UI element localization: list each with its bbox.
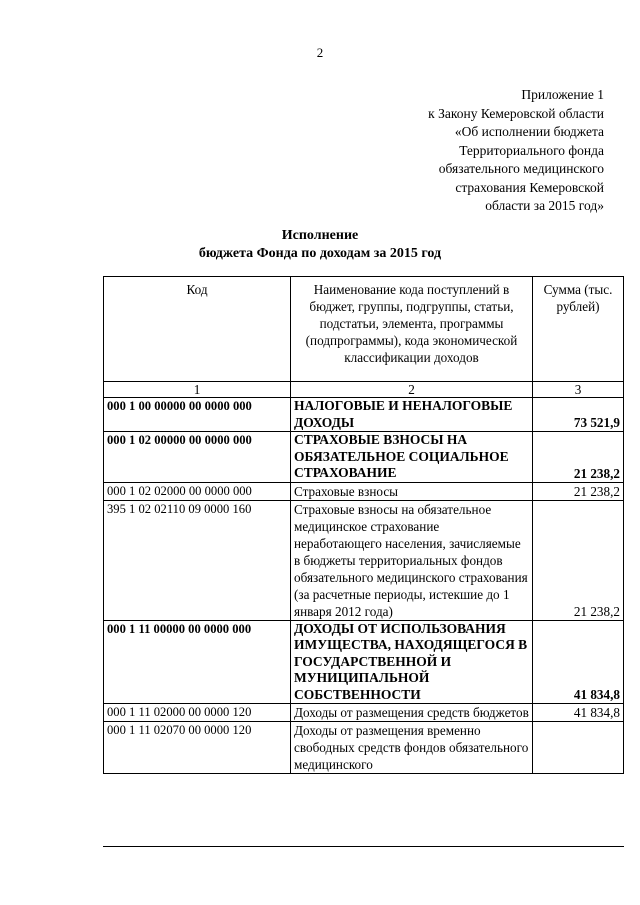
row-name: НАЛОГОВЫЕ И НЕНАЛОГОВЫЕ ДОХОДЫ [291, 398, 533, 432]
row-code: 000 1 00 00000 00 0000 000 [104, 398, 291, 432]
column-number: 2 [291, 382, 533, 398]
row-name: Доходы от размещения временно свободных средств фондов обязательного медицинского [291, 722, 533, 774]
appendix-line: страхования Кемеровской [455, 179, 604, 195]
appendix-line: к Закону Кемеровской области [428, 105, 604, 121]
table-row [104, 432, 624, 483]
table-header-row [104, 277, 624, 382]
appendix-line: Территориального фонда [459, 142, 604, 158]
row-code: 000 1 11 00000 00 0000 000 [104, 620, 291, 704]
document-title [0, 227, 640, 263]
appendix-line: области за 2015 год» [485, 198, 604, 213]
table-row [104, 620, 624, 704]
appendix-header [344, 86, 604, 216]
row-amount: 41 834,8 [533, 620, 624, 704]
header-name: Наименование кода поступлений в бюджет, группы, подгруппы, статьи, подстатьи, элемента, программы (подпрограммы), кода экономической классификации доходов [291, 277, 533, 382]
row-amount: 73 521,9 [533, 398, 624, 432]
row-amount: 21 238,2 [533, 482, 624, 500]
row-code: 000 1 02 00000 00 0000 000 [104, 432, 291, 483]
appendix-line: «Об исполнении бюджета [454, 124, 604, 139]
table-row [104, 398, 624, 432]
title-line-2: бюджета Фонда по доходам за 2015 год [198, 246, 442, 261]
row-code: 395 1 02 02110 09 0000 160 [104, 500, 291, 620]
table-row [104, 704, 624, 722]
row-amount [533, 722, 624, 774]
row-amount: 41 834,8 [533, 704, 624, 722]
page-bottom-rule [103, 846, 624, 847]
income-table [103, 276, 624, 774]
row-name: Доходы от размещения средств бюджетов [291, 704, 533, 722]
column-number: 3 [533, 382, 624, 398]
title-line-1: Исполнение [281, 228, 359, 243]
column-number: 1 [104, 382, 291, 398]
row-amount: 21 238,2 [533, 432, 624, 483]
table-row [104, 482, 624, 500]
row-amount: 21 238,2 [533, 500, 624, 620]
appendix-line: Приложение 1 [521, 87, 604, 102]
page-number: 2 [316, 45, 324, 60]
row-name: Страховые взносы [291, 482, 533, 500]
row-name: Страховые взносы на обязательное медицинское страхование неработающего населения, зачисляемые в бюджеты территориальных фондов обязательного медицинского страхования (за расчетные периоды, истекшие до 1 января 2012 года) [291, 500, 533, 620]
row-name: СТРАХОВЫЕ ВЗНОСЫ НА ОБЯЗАТЕЛЬНОЕ СОЦИАЛЬНОЕ СТРАХОВАНИЕ [291, 432, 533, 483]
appendix-line: обязательного медицинского [438, 161, 604, 176]
header-sum: Сумма (тыс. рублей) [533, 277, 624, 382]
row-code: 000 1 11 02000 00 0000 120 [104, 704, 291, 722]
row-code: 000 1 11 02070 00 0000 120 [104, 722, 291, 774]
header-code: Код [104, 277, 291, 382]
table-row [104, 500, 624, 620]
column-numbers-row [104, 382, 624, 398]
row-code: 000 1 02 02000 00 0000 000 [104, 482, 291, 500]
table-row [104, 722, 624, 774]
row-name: ДОХОДЫ ОТ ИСПОЛЬЗОВАНИЯ ИМУЩЕСТВА, НАХОДЯЩЕГОСЯ В ГОСУДАРСТВЕННОЙ И МУНИЦИПАЛЬНОЙ СОБСТВЕННОСТИ [291, 620, 533, 704]
